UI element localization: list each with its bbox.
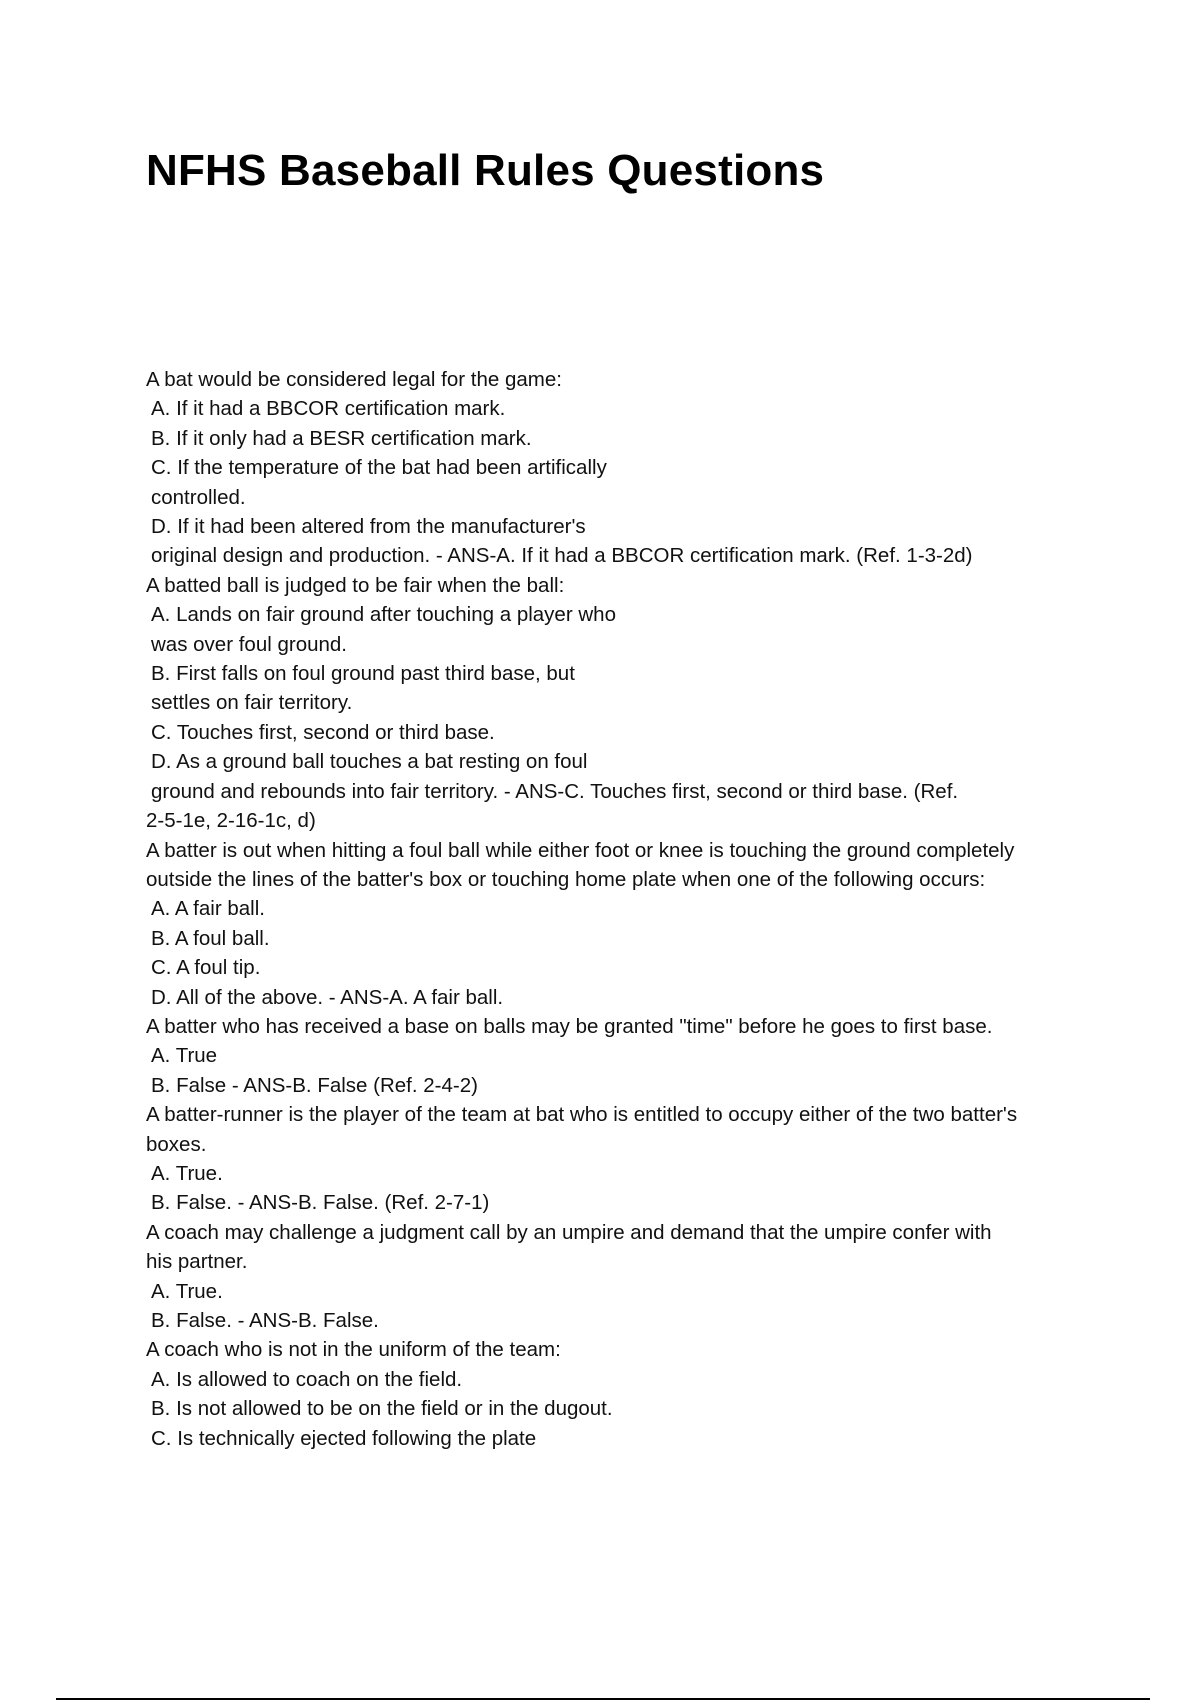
text-line: A batter-runner is the player of the team at bat who is entitled to occupy either of the two batter's <box>146 1103 1018 1127</box>
text-line: A coach who is not in the uniform of the team: <box>146 1338 561 1362</box>
page-title: NFHS Baseball Rules Questions <box>146 146 825 195</box>
text-line: B. If it only had a BESR certification mark. <box>151 426 532 450</box>
text-line: A. True. <box>151 1161 223 1185</box>
text-line: was over foul ground. <box>151 632 348 656</box>
text-line: A batted ball is judged to be fair when the ball: <box>146 573 565 597</box>
text-line: 2-5-1e, 2-16-1c, d) <box>146 809 316 833</box>
text-line: A. True <box>151 1044 218 1068</box>
text-line: D. All of the above. - ANS-A. A fair ball. <box>151 985 504 1009</box>
text-line: settles on fair territory. <box>151 691 353 715</box>
text-line: B. A foul ball. <box>151 926 270 950</box>
text-line: A. A fair ball. <box>151 897 265 921</box>
text-line: D. As a ground ball touches a bat resting on foul <box>151 750 588 774</box>
text-line: C. A foul tip. <box>151 956 261 980</box>
text-line: outside the lines of the batter's box or touching home plate when one of the following occurs: <box>146 867 986 891</box>
text-line: A. True. <box>151 1279 223 1303</box>
questions-body <box>146 365 1096 1453</box>
text-line: A coach may challenge a judgment call by an umpire and demand that the umpire confer with <box>146 1220 992 1244</box>
text-line: C. Is technically ejected following the plate <box>151 1426 537 1450</box>
text-line: A. Lands on fair ground after touching a player who <box>151 603 616 627</box>
text-line: controlled. <box>151 485 246 509</box>
text-line: A batter who has received a base on balls may be granted "time" before he goes to first base. <box>146 1014 993 1038</box>
text-line: B. Is not allowed to be on the field or in the dugout. <box>151 1397 613 1421</box>
text-line: B. False. - ANS-B. False. <box>151 1309 379 1332</box>
text-line: A. If it had a BBCOR certification mark. <box>151 397 506 421</box>
text-line: boxes. <box>146 1132 207 1156</box>
text-line: A. Is allowed to coach on the field. <box>151 1367 463 1391</box>
text-line: A batter is out when hitting a foul ball while either foot or knee is touching the ground completely <box>146 838 1015 862</box>
text-line: D. If it had been altered from the manufacturer's <box>151 515 586 539</box>
text-line: B. False - ANS-B. False (Ref. 2-4-2) <box>151 1073 478 1097</box>
text-line: B. First falls on foul ground past third base, but <box>151 662 575 686</box>
text-line: original design and production. - ANS-A. If it had a BBCOR certification mark. (Ref. 1-3-2d) <box>151 544 973 568</box>
text-line: C. If the temperature of the bat had been artifically <box>151 456 607 480</box>
text-line: ground and rebounds into fair territory. - ANS-C. Touches first, second or third base. (Ref. <box>151 779 959 803</box>
text-line: C. Touches first, second or third base. <box>151 720 495 744</box>
text-line: B. False. - ANS-B. False. (Ref. 2-7-1) <box>151 1191 490 1215</box>
text-line: his partner. <box>146 1250 248 1274</box>
text-line: A bat would be considered legal for the game: <box>146 368 562 391</box>
